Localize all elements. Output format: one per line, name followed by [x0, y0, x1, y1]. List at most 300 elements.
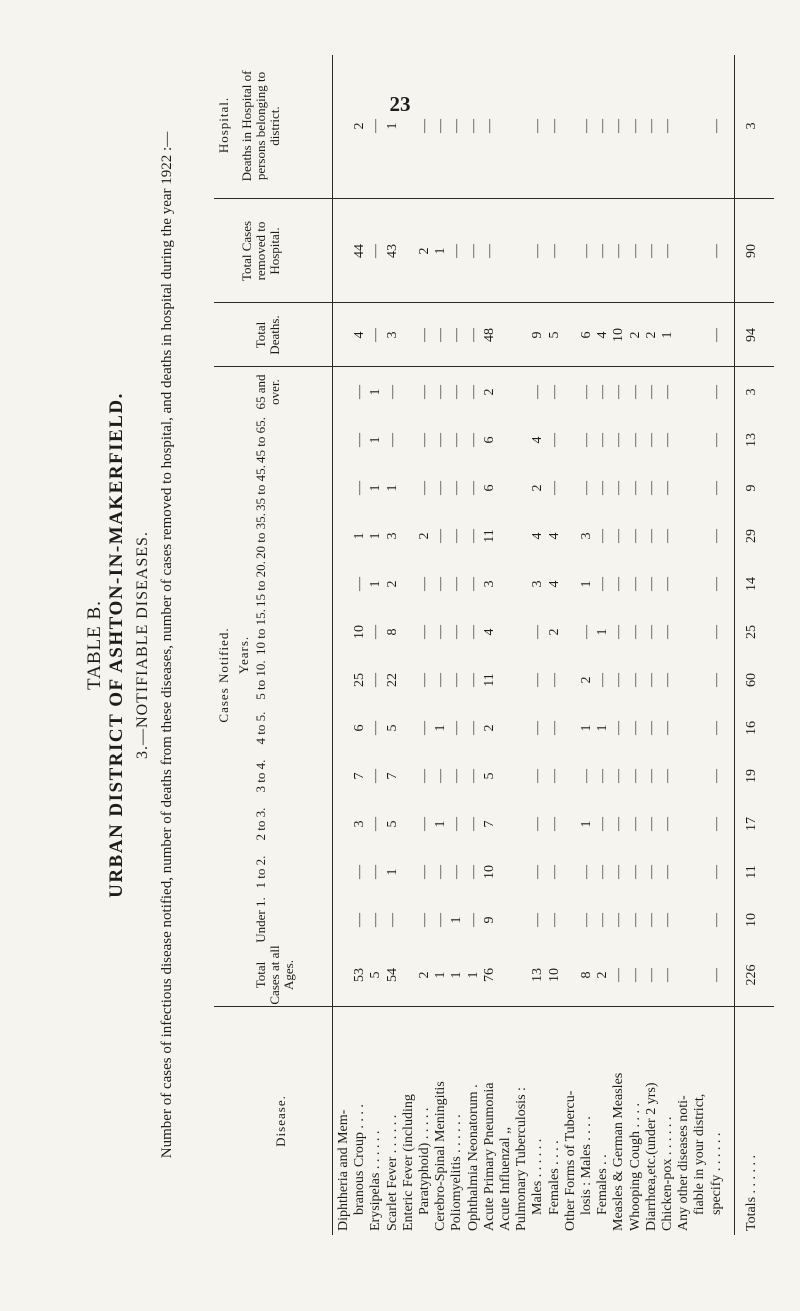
table-cell: 226	[744, 964, 759, 986]
table-title: TABLE B.	[84, 600, 105, 690]
table-cell: 2	[481, 388, 497, 396]
table-cell: —	[449, 328, 465, 342]
col-header-3-4: 3 to 4.	[253, 759, 268, 793]
disease-label: Any other diseases noti-	[676, 1095, 692, 1231]
table-cell: —	[660, 529, 675, 543]
table-cell: —	[611, 817, 627, 831]
table-cell: —	[708, 119, 724, 133]
table-cell: —	[611, 433, 627, 447]
table-cell: —	[643, 385, 659, 399]
table-cell: —	[579, 913, 594, 927]
disease-label: Cerebro-Spinal Meningitis	[433, 1081, 449, 1231]
table-cell: —	[708, 433, 724, 447]
table-cell: —	[627, 433, 643, 447]
table-cell: —	[417, 119, 432, 133]
table-cell: —	[465, 817, 481, 831]
table-cell: 1	[579, 820, 594, 828]
table-cell: —	[433, 385, 449, 399]
table-cell: —	[449, 769, 465, 783]
table-cell: —	[433, 865, 449, 879]
table-cell: —	[708, 913, 724, 927]
col-header-35-45: 35 to 45.	[253, 465, 268, 511]
table-cell: —	[708, 481, 724, 495]
table-cell: —	[643, 673, 659, 687]
table-cell: 1	[384, 484, 400, 492]
table-cell: 44	[352, 244, 368, 258]
table-cell: —	[595, 913, 611, 927]
column-rule	[214, 366, 774, 367]
table-cell: 1	[433, 724, 449, 732]
group-header-years: Years.	[236, 635, 251, 675]
table-cell: —	[660, 119, 675, 133]
disease-label: Totals . . . . . .	[744, 1154, 759, 1231]
table-cell: —	[627, 119, 643, 133]
table-cell: 8	[579, 971, 594, 979]
table-cell: —	[417, 433, 432, 447]
table-cell: —	[611, 673, 627, 687]
table-cell: —	[627, 385, 643, 399]
table-cell: —	[352, 865, 368, 879]
table-cell: —	[708, 385, 724, 399]
table-cell: 2	[579, 676, 594, 684]
table-cell: —	[611, 119, 627, 133]
table-cell: 1	[449, 916, 465, 924]
disease-label: Acute Primary Pneumonia	[481, 1082, 497, 1231]
table-cell: 7	[352, 772, 368, 780]
table-cell: —	[708, 577, 724, 591]
table-cell: —	[643, 865, 659, 879]
disease-label: Females . .	[595, 1154, 611, 1215]
table-cell: 2	[627, 331, 643, 339]
table-cell: —	[449, 119, 465, 133]
table-cell: —	[595, 769, 611, 783]
table-cell: —	[368, 721, 384, 735]
table-cell: 5	[481, 772, 497, 780]
table-cell: —	[595, 385, 611, 399]
table-cell: —	[660, 769, 675, 783]
table-cell: 1	[368, 484, 384, 492]
table-cell: —	[579, 385, 594, 399]
table-cell: —	[417, 625, 432, 639]
table-cell: 13	[530, 968, 546, 982]
table-cell: 4	[530, 436, 546, 444]
col-header-20-35: 20 to 35.	[253, 513, 268, 559]
table-cell: —	[611, 481, 627, 495]
table-cell: 25	[352, 673, 368, 687]
table-cell: 2	[417, 971, 432, 979]
table-cell: —	[546, 865, 562, 879]
table-cell: 1	[595, 724, 611, 732]
table-cell: —	[579, 865, 594, 879]
table-cell: 3	[352, 820, 368, 828]
table-cell: —	[530, 244, 546, 258]
table-subtitle: URBAN DISTRICT OF ASHTON-IN-MAKERFIELD.	[106, 392, 127, 898]
table-cell: —	[449, 721, 465, 735]
table-cell: —	[660, 968, 675, 982]
table-cell: —	[530, 769, 546, 783]
column-rule	[214, 198, 774, 199]
col-header-total: Total Cases at all Ages.	[253, 945, 296, 1005]
table-cell: 8	[384, 628, 400, 636]
table-cell: —	[579, 119, 594, 133]
table-cell: 10	[611, 328, 627, 342]
table-cell: —	[465, 119, 481, 133]
table-cell: —	[595, 865, 611, 879]
disease-label: Ophthalmia Neonatorum .	[465, 1084, 481, 1231]
table-cell: 5	[546, 331, 562, 339]
table-cell: —	[546, 721, 562, 735]
table-cell: 2	[595, 971, 611, 979]
page-number: 23	[389, 92, 411, 116]
disease-label: Other Forms of Tubercu-	[562, 1090, 578, 1231]
table-cell: —	[433, 328, 449, 342]
table-cell: 5	[368, 971, 384, 979]
table-cell: 4	[530, 532, 546, 540]
table-cell: —	[384, 385, 400, 399]
table-cell: 1	[660, 331, 675, 339]
table-cell: 1	[579, 724, 594, 732]
table-cell: —	[643, 817, 659, 831]
table-cell: —	[546, 433, 562, 447]
table-cell: —	[433, 625, 449, 639]
table-cell: 3	[579, 532, 594, 540]
table-cell: —	[595, 577, 611, 591]
disease-label: Diphtheria and Mem-	[336, 1109, 351, 1231]
table-cell: 7	[481, 820, 497, 828]
table-cell: —	[611, 244, 627, 258]
table-cell: —	[595, 244, 611, 258]
table-cell: 1	[368, 532, 384, 540]
col-header-total-deaths: Total Deaths.	[253, 315, 282, 355]
table-cell: —	[449, 244, 465, 258]
table-cell: —	[611, 865, 627, 879]
table-cell: —	[579, 769, 594, 783]
table-cell: 1	[433, 820, 449, 828]
table-cell: —	[708, 244, 724, 258]
disease-label: Whooping Cough . . . .	[627, 1103, 643, 1231]
table-cell: —	[352, 577, 368, 591]
table-cell: 7	[384, 772, 400, 780]
table-cell: —	[530, 865, 546, 879]
table-cell: 4	[546, 532, 562, 540]
table-cell: —	[546, 673, 562, 687]
table-cell: —	[368, 625, 384, 639]
table-cell: —	[368, 913, 384, 927]
table-cell: 9	[530, 331, 546, 339]
table-cell: —	[417, 328, 432, 342]
table-cell: 1	[465, 971, 481, 979]
table-cell: —	[417, 721, 432, 735]
table-cell: —	[611, 529, 627, 543]
table-cell: 2	[481, 724, 497, 732]
table-cell: —	[660, 244, 675, 258]
table-cell: 90	[744, 244, 759, 258]
table-cell: 1	[433, 247, 449, 255]
table-cell: 4	[595, 331, 611, 339]
table-cell: 10	[744, 913, 759, 927]
table-cell: —	[465, 577, 481, 591]
table-cell: 43	[384, 244, 400, 258]
table-cell: 2	[417, 532, 432, 540]
table-cell: —	[627, 529, 643, 543]
col-header-4-5: 4 to 5.	[253, 711, 268, 745]
table-cell: 11	[744, 865, 759, 879]
table-cell: 2	[352, 122, 368, 130]
table-cell: —	[546, 769, 562, 783]
table-cell: —	[449, 433, 465, 447]
table-cell: —	[465, 625, 481, 639]
table-cell: —	[611, 721, 627, 735]
table-cell: —	[530, 625, 546, 639]
table-cell: —	[579, 625, 594, 639]
table-cell: 5	[384, 724, 400, 732]
table-section-heading: 3.—NOTIFIABLE DISEASES.	[134, 531, 151, 759]
table-cell: —	[417, 385, 432, 399]
col-header-15-20: 15 to 20.	[253, 561, 268, 607]
table-cell: —	[433, 913, 449, 927]
table-intro-text: Number of cases of infectious disease notified, number of deaths from these diseases, number of cases removed to hospital, and deaths in hospital during the year 1922 :—	[159, 131, 175, 1159]
disease-label: Scarlet Fever . . . . . .	[384, 1114, 400, 1231]
table-cell: 1	[595, 628, 611, 636]
table-cell: —	[433, 673, 449, 687]
col-header-removed-to-hospital: Total Cases removed to Hospital.	[239, 220, 282, 282]
table-cell: —	[611, 968, 627, 982]
table-cell: —	[708, 328, 724, 342]
table-cell: —	[643, 913, 659, 927]
table-cell: —	[465, 328, 481, 342]
table-cell: —	[449, 625, 465, 639]
table-cell: 3	[384, 331, 400, 339]
disease-label: Diarrhœa,etc.(under 2 yrs)	[643, 1082, 659, 1231]
table-cell: —	[449, 577, 465, 591]
table-cell: 1	[384, 868, 400, 876]
table-cell: —	[627, 721, 643, 735]
table-cell: —	[546, 385, 562, 399]
table-cell: 17	[744, 817, 759, 831]
table-cell: 22	[384, 673, 400, 687]
table-cell: —	[708, 529, 724, 543]
table-cell: —	[546, 119, 562, 133]
table-cell: —	[417, 481, 432, 495]
table-cell: —	[449, 529, 465, 543]
table-cell: 6	[352, 724, 368, 732]
table-cell: —	[465, 385, 481, 399]
disease-label: Enteric Fever (including	[400, 1094, 416, 1231]
table-cell: 19	[744, 769, 759, 783]
table-cell: —	[352, 385, 368, 399]
table-cell: —	[368, 865, 384, 879]
table-cell: —	[579, 244, 594, 258]
table-cell: 29	[744, 529, 759, 543]
table-cell: 10	[546, 968, 562, 982]
table-cell: 1	[368, 388, 384, 396]
table-cell: —	[449, 673, 465, 687]
table-cell: —	[546, 244, 562, 258]
group-header-cases-notified: Cases Notified.	[216, 627, 231, 723]
table-cell: 1	[368, 580, 384, 588]
table-cell: 1	[433, 971, 449, 979]
table-cell: 4	[481, 628, 497, 636]
table-cell: —	[595, 673, 611, 687]
table-cell: 60	[744, 673, 759, 687]
table-cell: —	[579, 481, 594, 495]
table-cell: —	[465, 433, 481, 447]
table-cell: —	[595, 119, 611, 133]
col-header-65-over: 65 and over.	[253, 374, 282, 410]
table-cell: 13	[744, 433, 759, 447]
table-cell: —	[595, 529, 611, 543]
table-cell: —	[611, 385, 627, 399]
table-cell: 4	[352, 331, 368, 339]
table-cell: —	[660, 673, 675, 687]
table-cell: —	[465, 673, 481, 687]
notifiable-diseases-table	[214, 55, 774, 1235]
table-cell: —	[417, 865, 432, 879]
table-cell: —	[611, 769, 627, 783]
table-cell: —	[643, 577, 659, 591]
table-cell: 1	[352, 532, 368, 540]
table-cell: —	[352, 481, 368, 495]
table-cell: —	[643, 769, 659, 783]
table-cell: —	[465, 529, 481, 543]
table-cell: —	[627, 968, 643, 982]
table-cell: 2	[643, 331, 659, 339]
table-cell: 1	[579, 580, 594, 588]
table-cell: —	[433, 529, 449, 543]
table-cell: —	[627, 913, 643, 927]
table-cell: —	[660, 913, 675, 927]
table-cell: 2	[546, 628, 562, 636]
table-cell: —	[384, 433, 400, 447]
table-cell: —	[643, 433, 659, 447]
table-cell: —	[627, 817, 643, 831]
table-cell: —	[530, 119, 546, 133]
table-cell: —	[643, 529, 659, 543]
table-cell: —	[595, 433, 611, 447]
disease-label: Measles & German Measles	[611, 1072, 627, 1231]
table-cell: 5	[384, 820, 400, 828]
table-cell: —	[643, 119, 659, 133]
table-cell: —	[660, 577, 675, 591]
table-cell: —	[660, 385, 675, 399]
table-cell: —	[368, 119, 384, 133]
table-cell: —	[417, 769, 432, 783]
col-header-45-65: 45 to 65.	[253, 417, 268, 463]
table-cell: —	[627, 244, 643, 258]
disease-label: specify . . . . . .	[708, 1132, 724, 1215]
column-rule	[214, 302, 774, 303]
table-cell: —	[579, 433, 594, 447]
table-cell: —	[433, 577, 449, 591]
table-cell: —	[449, 817, 465, 831]
table-cell: —	[708, 968, 724, 982]
table-cell: 76	[481, 968, 497, 982]
table-cell: —	[660, 433, 675, 447]
table-cell: —	[627, 769, 643, 783]
table-cell: —	[546, 817, 562, 831]
table-cell: —	[660, 721, 675, 735]
table-cell: —	[530, 673, 546, 687]
table-cell: —	[433, 433, 449, 447]
table-cell: —	[546, 913, 562, 927]
table-cell: 4	[546, 580, 562, 588]
table-cell: —	[643, 481, 659, 495]
table-cell: 6	[481, 436, 497, 444]
table-cell: —	[368, 328, 384, 342]
col-header-10-15: 10 to 15.	[253, 609, 268, 655]
table-cell: —	[595, 481, 611, 495]
table-cell: 1	[368, 436, 384, 444]
table-cell: —	[465, 481, 481, 495]
table-cell: —	[465, 244, 481, 258]
table-cell: 25	[744, 625, 759, 639]
disease-label: fiable in your district,	[692, 1093, 708, 1215]
table-cell: 14	[744, 577, 759, 591]
table-cell: —	[530, 817, 546, 831]
table-cell: —	[368, 769, 384, 783]
table-cell: 54	[384, 968, 400, 982]
table-cell: 10	[352, 625, 368, 639]
disease-label: Pulmonary Tuberculosis :	[514, 1087, 530, 1231]
table-cell: 3	[384, 532, 400, 540]
table-cell: 9	[481, 916, 497, 924]
table-cell: —	[368, 817, 384, 831]
table-cell: 94	[744, 328, 759, 342]
table-cell: —	[627, 625, 643, 639]
table-cell: 3	[530, 580, 546, 588]
group-header-hospital: Hospital.	[216, 96, 231, 154]
table-cell: —	[449, 481, 465, 495]
table-cell: —	[433, 481, 449, 495]
table-cell: —	[660, 865, 675, 879]
table-cell: —	[481, 244, 497, 258]
table-cell: —	[643, 968, 659, 982]
table-cell: —	[611, 913, 627, 927]
disease-label: Females . . . .	[546, 1140, 562, 1215]
table-cell: —	[465, 769, 481, 783]
table-cell: —	[449, 385, 465, 399]
totals-rule	[734, 55, 735, 1235]
table-cell: —	[417, 913, 432, 927]
header-rule	[332, 55, 333, 1235]
table-cell: 1	[449, 971, 465, 979]
table-cell: —	[595, 817, 611, 831]
table-cell: —	[530, 385, 546, 399]
table-cell: —	[708, 769, 724, 783]
table-cell: 11	[481, 673, 497, 687]
table-cell: —	[433, 119, 449, 133]
table-cell: —	[708, 673, 724, 687]
table-cell: —	[465, 865, 481, 879]
table-cell: 3	[481, 580, 497, 588]
table-cell: 2	[384, 580, 400, 588]
col-header-under1: Under 1.	[253, 897, 268, 943]
disease-label: Acute Influenzal ,,	[498, 1126, 513, 1231]
col-header-deaths-in-hospital: Deaths in Hospital of persons belonging to district.	[239, 70, 282, 182]
table-cell: 6	[579, 331, 594, 339]
table-cell: —	[546, 481, 562, 495]
table-cell: 2	[530, 484, 546, 492]
table-cell: —	[708, 865, 724, 879]
col-header-1-2: 1 to 2.	[253, 855, 268, 889]
table-cell: —	[627, 865, 643, 879]
disease-label: Erysipelas . . . . . .	[368, 1130, 384, 1231]
table-cell: —	[417, 817, 432, 831]
table-cell: —	[481, 119, 497, 133]
col-header-5-10: 5 to 10.	[253, 660, 268, 700]
table-cell: —	[643, 625, 659, 639]
table-cell: —	[708, 625, 724, 639]
